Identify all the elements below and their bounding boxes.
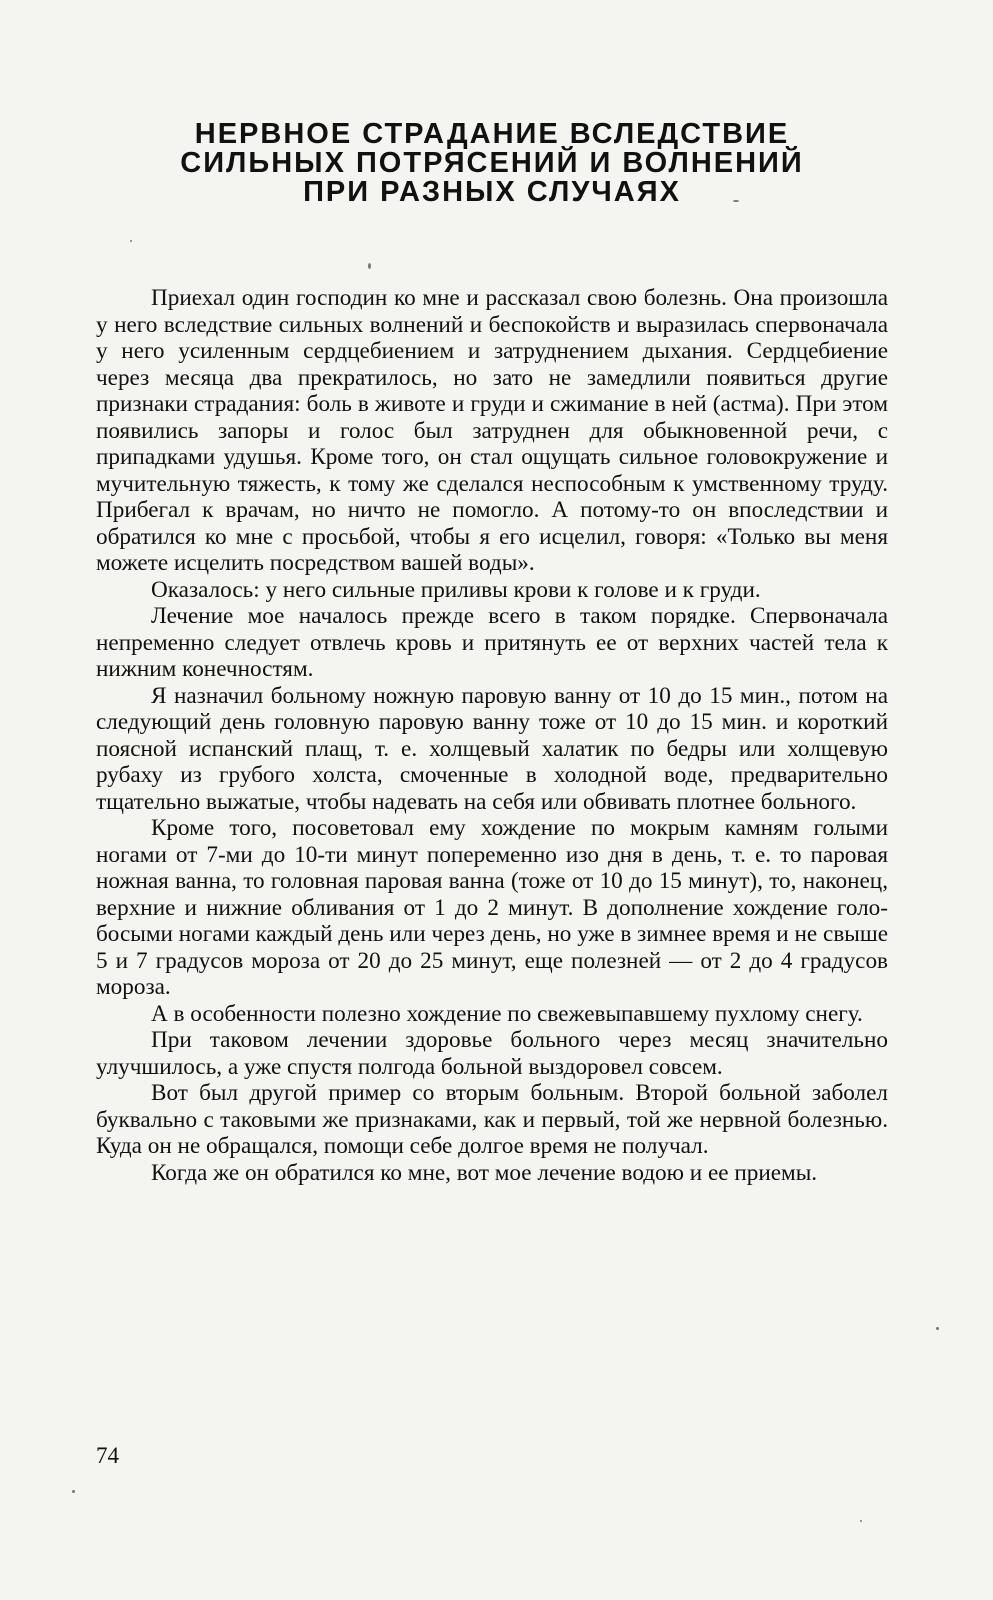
scan-speck (72, 1490, 75, 1493)
chapter-title-line-2: СИЛЬНЫХ ПОТРЯСЕНИЙ И ВОЛНЕНИЙ (180, 147, 804, 179)
paragraph: Лечение мое началось прежде всего в таком порядке. Спервоначала непременно следует отвлечь кровь и притянуть ее от верхних частей тела к нижним конечностям. (96, 603, 888, 682)
scan-speck (936, 1327, 939, 1330)
scan-speck (130, 240, 132, 242)
body-text (96, 285, 888, 1186)
paragraph: А в особенности полезно хождение по свежевыпавшему пухлому снегу. (151, 1000, 863, 1027)
chapter-title (96, 120, 888, 207)
chapter-title-line-1: НЕРВНОЕ СТРАДАНИЕ ВСЛЕДСТВИЕ (194, 118, 790, 150)
paragraph: Кроме того, посоветовал ему хождение по мокрым камням голыми ногами от 7-ми до 10-ти минут попеременно изо дня в день, т. е. то паровая ножная ванна, то головная паровая ванна (тоже от 10 до 15 минут), то, наконец, верхние и нижние обливания от 1 до 2 минут. В дополнение хождение голо-босыми ногами каждый день или через день, но уже в зимнее время и не свыше 5 и 7 градусов мороза от 20 до 25 минут, еще полезней — от 2 до 4 градусов мороза. (96, 815, 888, 1000)
page-number: 74 (96, 1443, 119, 1468)
paragraph: Вот был другой пример со вторым больным. Второй больной заболел буквально с таковыми же признаками, как и первый, той же нервной болезнью. Куда он не обращался, помощи себе долгое время не получал. (96, 1080, 888, 1159)
paragraph: При таковом лечении здоровье больного через месяц значительно улучшилось, а уже спустя полгода больной выздоровел совсем. (96, 1027, 888, 1080)
paragraph: Приехал один господин ко мне и рассказал свою болезнь. Она произошла у него вследствие сильных волнений и беспокойств и выразилась спервоначала у него усиленным сердцебиением и затруднением дыхания. Сердцебиение через месяца два прекратилось, но зато не замедлили появиться другие признаки страдания: боль в животе и груди и сжимание в ней (астма). При этом появились запоры и голос был затруднен для обыкновенной речи, с припадками удушья. Кроме того, он стал ощущать сильное головокружение и мучительную тяжесть, к тому же сделался неспособным к умственному труду. Прибегал к врачам, но ничто не помогло. А потому-то он впоследствии и обратился ко мне с просьбой, чтобы я его исцелил, говоря: «Только вы меня можете исцелить посредством вашей воды». (96, 285, 888, 576)
paragraph: Оказалось: у него сильные приливы крови к голове и к груди. (151, 576, 761, 603)
paragraph: Я назначил больному ножную паровую ванну от 10 до 15 мин., потом на следующий день головную паровую ванну тоже от 10 до 15 мин. и короткий поясной испанский плащ, т. е. холщевый халатик по бедры или холщевую рубаху из грубого холста, смоченные в холодной воде, предварительно тщательно выжатые, чтобы надевать на себя или обвивать плотнее больного. (96, 682, 888, 815)
paragraph: Когда же он обратился ко мне, вот мое лечение водою и ее приемы. (151, 1159, 818, 1186)
chapter-title-line-3: ПРИ РАЗНЫХ СЛУЧАЯХ (303, 176, 681, 208)
scan-speck (860, 1520, 862, 1522)
scan-speck (368, 263, 371, 269)
scan-speck (733, 200, 739, 202)
